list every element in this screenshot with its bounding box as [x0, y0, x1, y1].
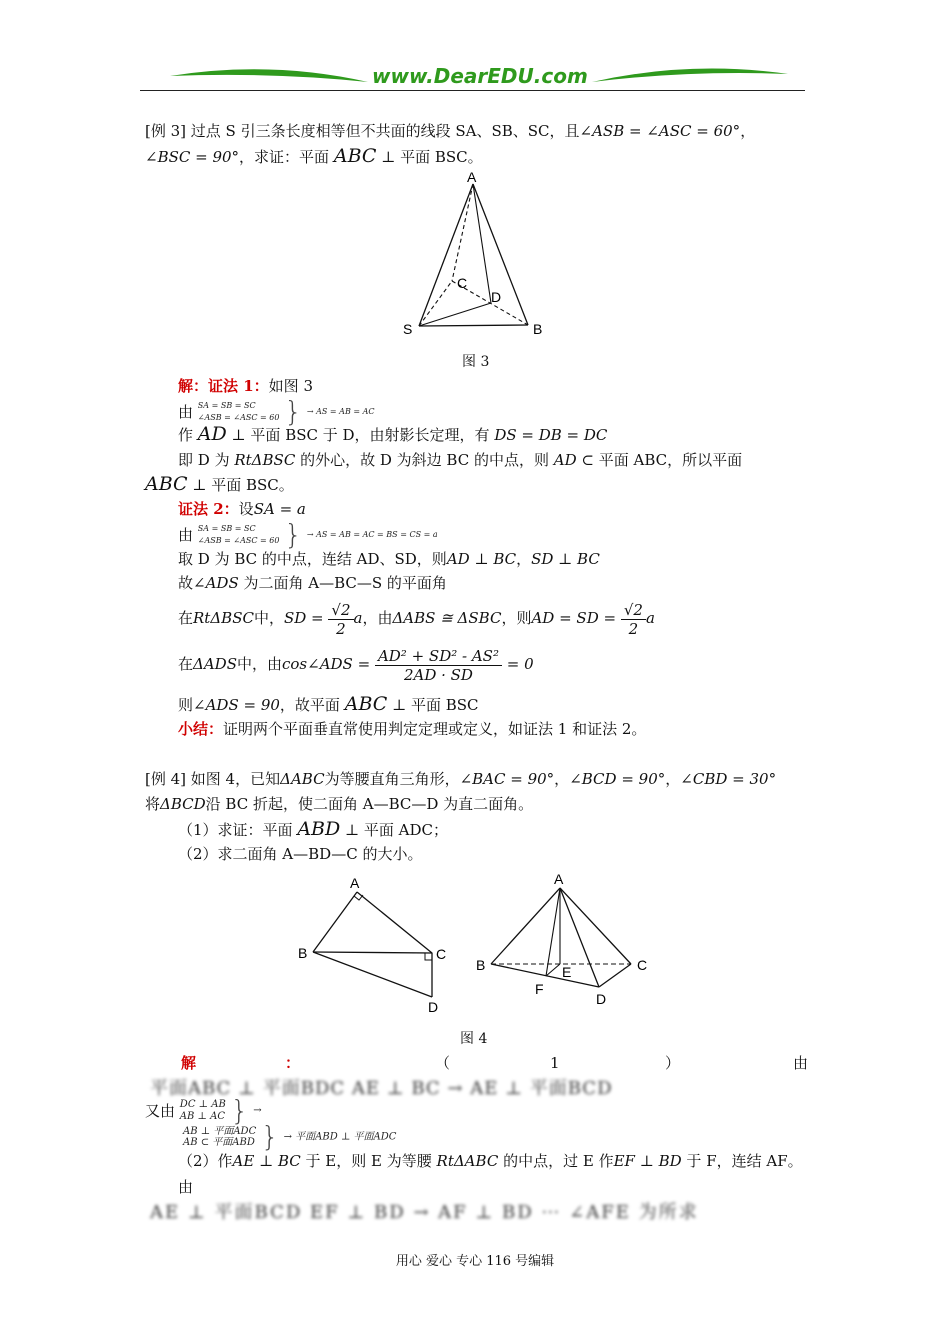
text: 于 E，则 E 为等腰 — [305, 1152, 432, 1170]
example3-line2 — [145, 145, 483, 168]
text: ⊥ 平面 ADC； — [345, 821, 449, 839]
math-ad: AD ⊂ — [553, 451, 594, 469]
comma: ， — [740, 122, 756, 140]
system-2-top: SA = SB = SC — [197, 524, 256, 533]
example3-plane: ABC — [333, 145, 377, 167]
system-4-result: → 平面ABD ⊥ 平面ADC — [283, 1131, 397, 1143]
proof-line-1 — [178, 423, 607, 446]
text: 将 — [145, 795, 161, 813]
math: cos∠ADS = — [282, 655, 371, 673]
text: 则 — [178, 696, 194, 714]
denominator: 2 — [628, 619, 639, 638]
fraction-sqrt2-over-2 — [328, 601, 353, 638]
figure-4-caption: 图 4 — [460, 1031, 488, 1047]
math-abc: ABC — [145, 473, 188, 495]
text: 在 — [178, 655, 194, 673]
text: （2）作 — [178, 1152, 233, 1170]
header-rule — [140, 90, 805, 91]
brace-icon: } — [230, 1094, 249, 1127]
example3-prove-post: ⊥ 平面 BSC。 — [381, 148, 483, 166]
system-1-bot: ∠ASB = ∠ASC = 60 — [197, 413, 280, 422]
math: AD = SD = — [531, 609, 617, 627]
math: AE ⊥ BC — [232, 1152, 301, 1170]
paren-right: ） — [665, 1054, 681, 1072]
text: 平面 ABC，所以平面 — [598, 451, 743, 469]
text: 又由 — [145, 1102, 176, 1120]
text: 中， — [253, 609, 284, 627]
denominator: 2AD · SD — [403, 665, 473, 684]
math-a: a — [645, 609, 655, 627]
system-3-bot: AB ⊥ AC — [179, 1111, 226, 1122]
example4-line2 — [145, 793, 533, 815]
header-logo: www.DearEDU.com — [372, 64, 588, 88]
math: AD ⊥ BC — [446, 550, 517, 568]
fig3-label-d: D — [491, 289, 502, 305]
system-1 — [178, 395, 375, 428]
text: ⊥ 平面 BSC。 — [192, 476, 294, 494]
fig3-label-b: B — [533, 321, 543, 337]
brace-icon: } — [261, 1120, 279, 1153]
math: ∠BCD = 90° — [569, 770, 666, 788]
figure-4-triangles — [295, 870, 665, 1020]
math: = 0 — [506, 655, 534, 673]
math-sa: SA = a — [253, 500, 306, 518]
system-3-result: → — [253, 1105, 262, 1116]
numerator: √2 — [328, 601, 353, 620]
fig3-label-a: A — [467, 169, 477, 185]
math: ΔABC — [280, 770, 325, 788]
method-2-label: 证法 2： — [178, 500, 239, 518]
text: 为二面角 A—BC—S 的平面角 — [243, 574, 447, 592]
text-you: 由 — [793, 1054, 809, 1072]
text: 作 — [178, 426, 194, 444]
proof-line-6 — [178, 597, 655, 639]
text: ，由 — [362, 609, 393, 627]
math: ΔADS — [193, 655, 237, 673]
example3-prove-pre: ，求证：平面 — [239, 148, 330, 166]
brace-icon: } — [284, 518, 303, 551]
solution-ref: 如图 3 — [268, 377, 313, 395]
numerator: AD² + SD² - AS² — [375, 647, 502, 666]
fig4l-label-c: C — [436, 946, 447, 962]
proof-line-7 — [178, 643, 534, 685]
system-1-you: 由 — [178, 403, 194, 421]
proof-line-8 — [178, 693, 479, 716]
fig4r-label-a: A — [554, 871, 564, 887]
text: 中，由 — [236, 655, 282, 673]
figure-3-pyramid — [395, 168, 555, 343]
denominator: 2 — [336, 619, 346, 638]
fig4r-label-f: F — [535, 981, 544, 997]
fraction-sqrt2-over-2 — [621, 601, 646, 638]
math-abd: ABD — [297, 818, 341, 840]
text: 在 — [178, 609, 194, 627]
summary-line — [178, 718, 646, 740]
text: 设 — [238, 500, 254, 518]
system-1-top: SA = SB = SC — [197, 401, 256, 410]
blurred-formula-1: 平面ABC ⊥ 平面BDC AE ⊥ BC → AE ⊥ 平面BCD — [150, 1078, 613, 1099]
solution-label: 解 — [181, 1054, 197, 1072]
example4-solution-header — [145, 1052, 809, 1074]
text: 取 D 为 BC 的中点，连结 AD、SD，则 — [178, 550, 447, 568]
math: ∠BAC = 90° — [459, 770, 555, 788]
math-eq: DS = DB = DC — [494, 426, 608, 444]
math: ∠ADS = 90 — [193, 696, 280, 714]
text: ，故平面 — [279, 696, 340, 714]
proof-line-2 — [178, 449, 742, 471]
text: 故 — [178, 574, 194, 592]
fig4l-label-b: B — [298, 945, 308, 961]
text: 即 D 为 — [178, 451, 230, 469]
brace-icon: } — [284, 395, 303, 428]
example3-cond2: ∠BSC = 90° — [145, 148, 240, 166]
summary-text: 证明两个平面垂直常使用判定定理或定义，如证法 1 和证法 2。 — [223, 720, 647, 738]
numerator: √2 — [621, 601, 646, 620]
system-2-result: → AS = AB = AC = BS = CS = a — [306, 530, 438, 539]
math-ad: AD — [197, 423, 227, 445]
fig4r-label-e: E — [562, 964, 572, 980]
solution-label: 解：证法 1： — [178, 377, 269, 395]
system-2 — [178, 518, 438, 551]
math: ∠CBD = 30° — [680, 770, 777, 788]
math: EF ⊥ BD — [613, 1152, 682, 1170]
fig4l-label-a: A — [350, 875, 360, 891]
system-2-bot: ∠ASB = ∠ASC = 60 — [197, 536, 280, 545]
math: SD ⊥ BC — [531, 550, 600, 568]
paren-left: （ — [435, 1054, 451, 1072]
math: RtΔABC — [436, 1152, 499, 1170]
system-2-you: 由 — [178, 526, 194, 544]
example3-title-line — [145, 120, 755, 142]
example3-title: [例 3] 过点 S 引三条长度相等但不共面的线段 SA、SB、SC，且 — [145, 122, 580, 140]
system-1-result: → AS = AB = AC — [306, 407, 375, 416]
system-3-top: DC ⊥ AB — [179, 1099, 226, 1110]
system-4 — [183, 1120, 397, 1153]
math: ΔBCD — [160, 795, 206, 813]
blurred-formula-2: AE ⊥ 平面BCD EF ⊥ BD → AF ⊥ BD ⋯ ∠AFE 为所求 — [150, 1202, 699, 1223]
math: ∠ADS — [193, 574, 239, 592]
summary-label: 小结： — [178, 720, 224, 738]
math: RtΔBSC — [193, 609, 254, 627]
fraction-cos — [375, 647, 502, 684]
text: ⊥ 平面 BSC — [392, 696, 479, 714]
last-you: 由 — [178, 1178, 194, 1196]
figure-3-caption: 图 3 — [462, 354, 490, 370]
fig4r-label-d: D — [596, 991, 607, 1007]
question-1 — [178, 818, 448, 841]
text: 的中点，过 E 作 — [503, 1152, 614, 1170]
math-rt: RtΔBSC — [234, 451, 296, 469]
math-a: a — [353, 609, 363, 627]
question-2: （2）求二面角 A—BD—C 的大小。 — [178, 845, 423, 863]
solution-colon: ： — [285, 1054, 301, 1072]
fig3-label-c: C — [457, 275, 468, 291]
fig4l-label-d: D — [428, 999, 439, 1015]
page-header — [140, 58, 805, 94]
system-4-top: AB ⊥ 平面ADC — [183, 1126, 257, 1137]
fig3-label-s: S — [403, 321, 413, 337]
math-abc: ABC — [344, 693, 388, 715]
proof-line-5 — [178, 572, 447, 594]
text: ⊥ 平面 BSC 于 D，由射影长定理，有 — [231, 426, 490, 444]
text: 为等腰直角三角形， — [324, 770, 460, 788]
math: ΔABS ≅ ΔSBC — [392, 609, 502, 627]
text: 于 F，连结 AF。 — [686, 1152, 803, 1170]
proof-line-4: 取 D 为 BC 的中点，连结 AD、SD，则AD ⊥ BC，SD ⊥ BC — [178, 550, 600, 568]
fig4r-label-c: C — [637, 957, 648, 973]
system-3 — [145, 1094, 262, 1127]
example4-title-line: [例 4] 如图 4，已知ΔABC为等腰直角三角形，∠BAC = 90°，∠BCD = 90°，∠CBD = 30° — [145, 770, 777, 788]
solution-number: 1 — [550, 1054, 560, 1072]
math: SD = — [283, 609, 324, 627]
method-2-header — [178, 498, 306, 520]
page-footer: 用心 爱心 专心 116 号编辑 — [395, 1254, 555, 1269]
proof-line-3 — [145, 473, 294, 496]
text: ，则 — [501, 609, 532, 627]
text: （1）求证：平面 — [178, 821, 293, 839]
text: 的外心，故 D 为斜边 BC 的中点，则 — [300, 451, 549, 469]
text: [例 4] 如图 4，已知 — [145, 770, 281, 788]
example3-cond1: ∠ASB = ∠ASC = 60° — [579, 122, 741, 140]
text: 沿 BC 折起，使二面角 A—BC—D 为直二面角。 — [205, 795, 534, 813]
fig4r-label-b: B — [476, 957, 486, 973]
solution-header — [178, 375, 313, 397]
system-4-bot: AB ⊂ 平面ABD — [183, 1137, 255, 1148]
part-2-line — [178, 1150, 803, 1172]
